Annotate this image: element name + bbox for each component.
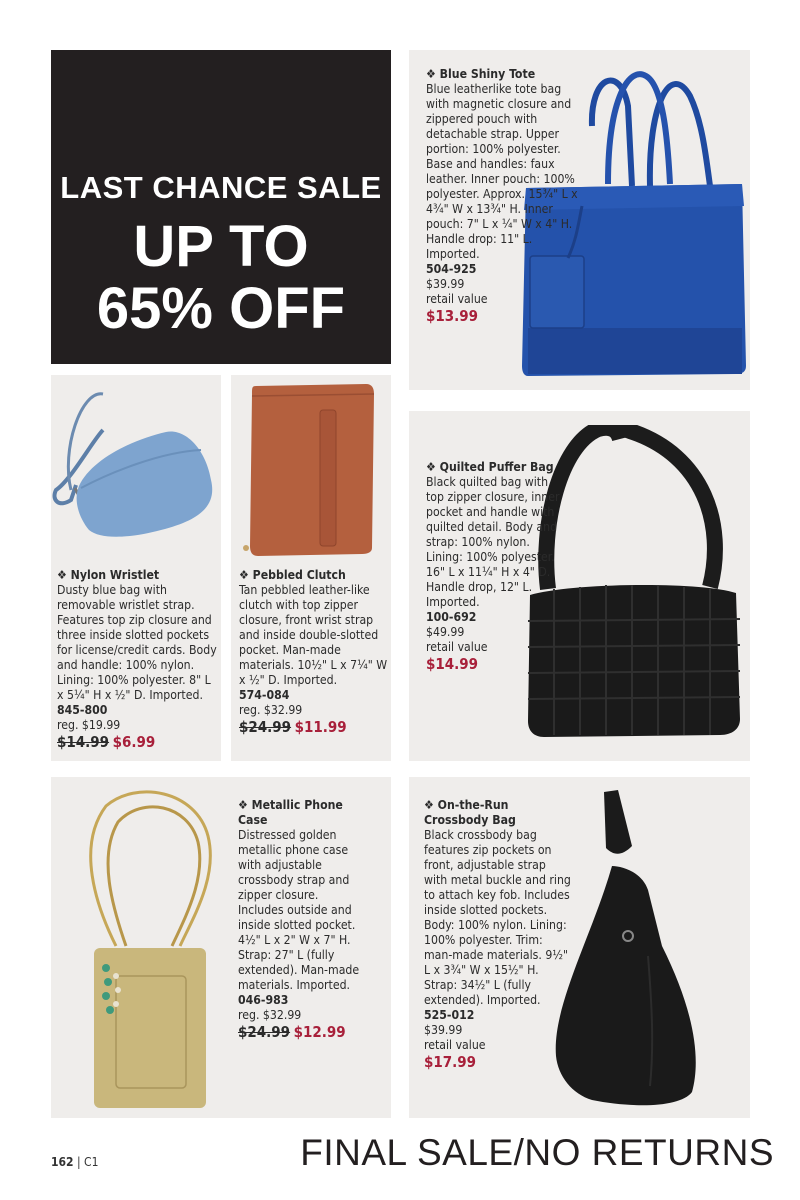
product-title: ❖ On-the-Run Crossbody Bag [424,798,516,827]
retail-price: $39.99 [424,1023,463,1037]
product-description: Tan pebbled leather-like clutch with top zipper closure, front wrist strap and inside double-slotted pocket. Man-made materials. 10½" L x 7¼" W x ½" D. Imported. [239,583,388,687]
was-price: $14.99 [57,733,110,751]
clutch-text [239,568,389,737]
phone-case-text [238,798,360,1042]
was-price: $24.99 [238,1023,291,1041]
regular-price: reg. $32.99 [239,703,303,717]
product-title: ❖ Metallic Phone Case [238,798,343,827]
wristlet-text [57,568,217,752]
sale-banner [51,50,391,364]
regular-price: reg. $32.99 [238,1008,302,1022]
wristlet-image [51,390,221,560]
product-description: Distressed golden metallic phone case with adjustable crossbody strap and zipper closure. Includes outside and inside slotted pocket. 4½" L x 2" W x 7" H. Strap: 27" L (fully extended). Man-made materials. Imported. [238,828,360,992]
product-sku: 046-983 [238,993,289,1007]
sale-price: $14.99 [426,655,479,673]
phone-case-image [76,786,226,1112]
final-sale-notice: FINAL SALE/NO RETURNS [300,1132,774,1173]
product-sku: 504-925 [426,262,477,276]
banner-line-3: 65% OFF [96,276,346,341]
sale-price: $11.99 [294,718,347,736]
crossbody-text [424,798,572,1072]
retail-label: retail value [424,1038,486,1052]
sale-price: $6.99 [112,733,156,751]
clutch-image [236,382,386,558]
product-description: Blue leatherlike tote bag with magnetic closure and zippered pouch with detachable strap. Upper portion: 100% polyester. Base and handles: faux leather. Inner pouch: 100% polyester. Approx. 15¾" L x 4¾" W x 13¾" H. Inner pouch: 7" L x ¼" W x 4" H. Handle drop: 11" L. Imported. [426,82,578,261]
product-title: ❖ Nylon Wristlet [57,568,160,582]
retail-price: $49.99 [426,625,465,639]
crossbody-image [552,786,708,1112]
product-title: ❖ Blue Shiny Tote [426,67,536,81]
page-number: 162 | C1 [51,1155,99,1169]
sale-price: $12.99 [293,1023,346,1041]
blue-tote-text [426,67,584,326]
banner-line-2: UP TO [133,214,309,279]
sale-price: $17.99 [424,1053,477,1071]
retail-label: retail value [426,640,488,654]
retail-price: $39.99 [426,277,465,291]
retail-label: retail value [426,292,488,306]
product-title: ❖ Pebbled Clutch [239,568,346,582]
product-sku: 845-800 [57,703,108,717]
product-sku: 574-084 [239,688,290,702]
banner-line-1: LAST CHANCE SALE [60,170,382,205]
was-price: $24.99 [239,718,292,736]
product-title: ❖ Quilted Puffer Bag [426,460,554,474]
product-description: Black quilted bag with top zipper closure, inner pocket and handle with quilted detail. Body and strap: 100% nylon. Lining: 100% polyester. 16" L x 11¼" H x 4" D. Handle drop, 12" L. Imported. [426,475,560,609]
sale-price: $13.99 [426,307,479,325]
product-description: Black crossbody bag features zip pockets on front, adjustable strap with metal buckle and ring to attach key fob. Includes inside slotted pockets. Body: 100% nylon. Lining: 100% polyester. Trim: man-made materials. 9½" L x 3¾" W x 15½" H. Strap: 34½" L (fully extended). Imported. [424,828,571,1007]
product-description: Dusty blue bag with removable wristlet strap. Features top zip closure and three inside slotted pockets for license/credit cards. Body and handle: 100% nylon. Lining: 100% polyester. 8" L x 5¼" H x ½" D. Imported. [57,583,217,702]
regular-price: reg. $19.99 [57,718,121,732]
puffer-text [426,460,566,674]
product-sku: 525-012 [424,1008,475,1022]
product-sku: 100-692 [426,610,477,624]
